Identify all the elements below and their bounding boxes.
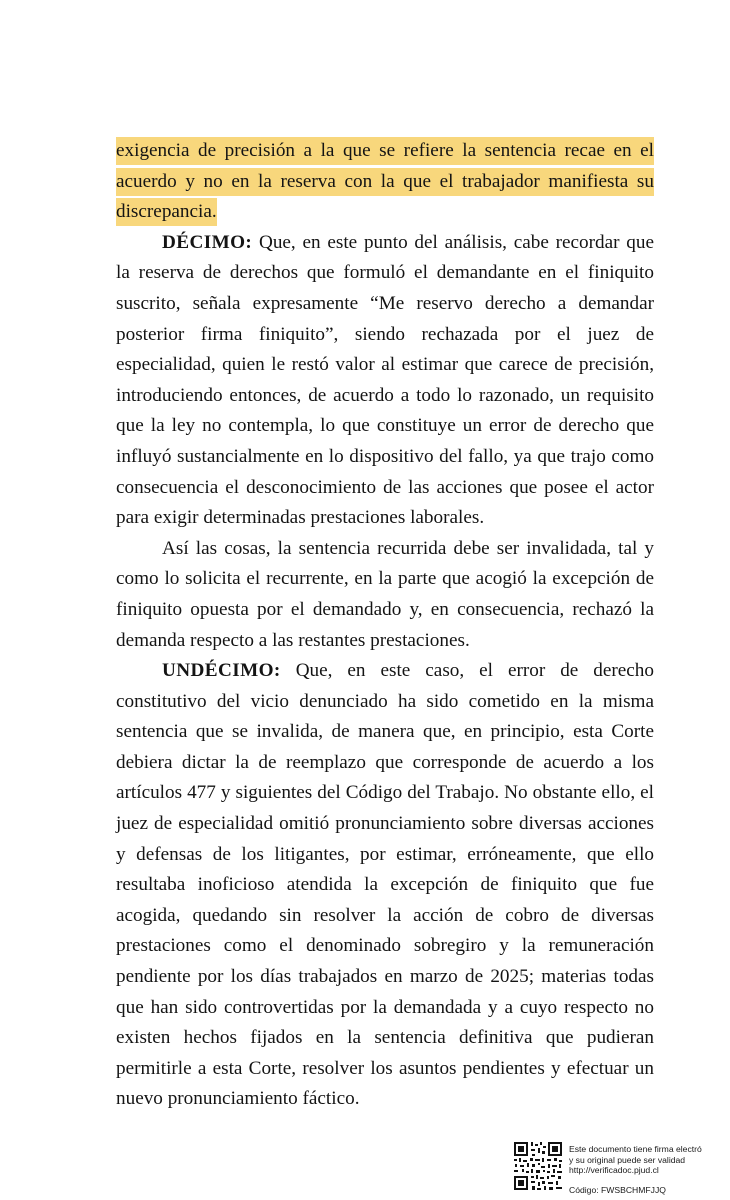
paragraph-asi [116, 534, 654, 656]
highlighted-text: exigencia de precisión a la que se refiere la sentencia recae en el acuerdo y no en la reserva con la que el trabajador manifiesta su discrepancia. [116, 137, 654, 226]
verification-code: Código: FWSBCHMFJJQ [569, 1185, 666, 1195]
section-heading-decimo: DÉCIMO: [162, 231, 253, 253]
paragraph-text: Que, en este caso, el error de derecho constitutivo del vicio denunciado ha sido cometido en la misma sentencia que se invalida, de manera que, en principio, esta Corte debiera dictar la de reemplazo que corresponde de acuerdo a los artículos 477 y siguientes del Código del Trabajo. No obstante ello, el juez de especialidad omitió pronunciamiento sobre diversas acciones y defensas de los litigantes, por estimar, erróneamente, que ello resultaba inoficioso atendida la excepción de finiquito que fue acogida, quedando sin resolver la acción de cobro de diversas prestaciones como el denominado sobregiro y la remuneración pendiente por los días trabajados en marzo de 2025; materias todas que han sido controvertidas por la demandada y a cuyo respecto no existen hechos fijados en la sentencia definitiva que pudieran permitirle a esta Corte, resolver los asuntos pendientes y efectuar un nuevo pronunciamiento fáctico. [116, 660, 654, 1110]
verification-line-2: y su original puede ser validad [569, 1154, 686, 1165]
paragraph-text: Así las cosas, la sentencia recurrida debe ser invalidada, tal y como lo solicita el recurrente, en la parte que acogió la excepción de finiquito opuesta por el demandado y, en consecuencia, rechazó la demanda respecto a las restantes prestaciones. [116, 537, 654, 651]
document-body [116, 136, 654, 1115]
verification-notice [569, 1144, 730, 1176]
paragraph-text: Que, en este punto del análisis, cabe recordar que la reserva de derechos que formuló el demandante en el finiquito suscrito, señala expresamente “Me reservo derecho a demandar posterior firma finiquito”, siendo rechazada por el juez de especialidad, quien le restó valor al estimar que carece de precisión, introduciendo entonces, de acuerdo a todo lo razonado, un requisito que la ley no contempla, lo que constituye un error de derecho que influyó sustancialmente en lo dispositivo del fallo, ya que trajo como consecuencia el desconocimiento de las acciones que posee el actor para exigir determinadas prestaciones laborales. [116, 231, 655, 529]
qr-code-icon[interactable] [512, 1140, 564, 1192]
verification-url[interactable]: http://verificadoc.pjud.cl [569, 1165, 659, 1176]
paragraph-decimo [116, 228, 654, 534]
verification-footer [512, 1140, 730, 1198]
paragraph-continuation [116, 136, 654, 228]
verification-line-1: Este documento tiene firma electró [569, 1144, 702, 1154]
section-heading-undecimo: UNDÉCIMO: [162, 660, 281, 682]
paragraph-undecimo [116, 656, 654, 1115]
